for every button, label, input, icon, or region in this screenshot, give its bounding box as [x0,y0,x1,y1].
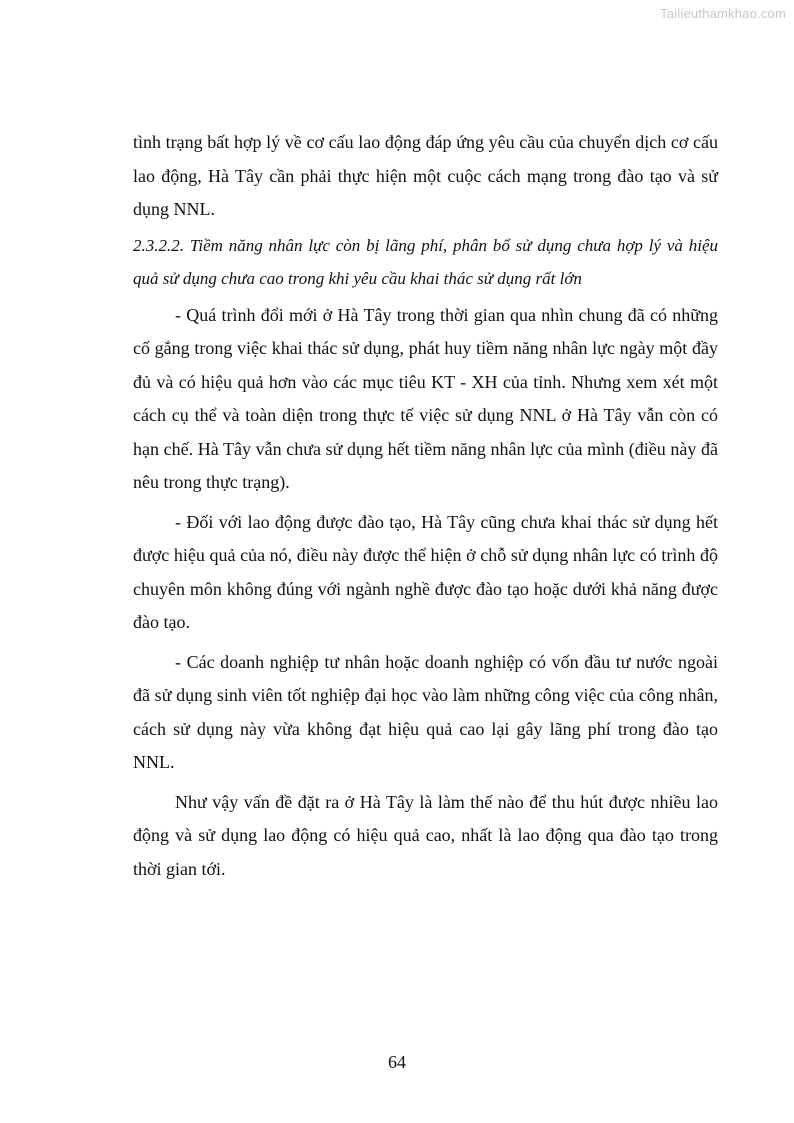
paragraph-4: Như vậy vấn đề đặt ra ở Hà Tây là làm thế nào để thu hút được nhiều lao động và sử dụng lao động có hiệu quả cao, nhất là lao động qua đào tạo trong thời gian tới. [133,791,718,879]
paragraph-2: - Đối với lao động được đào tạo, Hà Tây cũng chưa khai thác sử dụng hết được hiệu quả của nó, điều này được thể hiện ở chỗ sử dụng nhân lực có trình độ chuyên môn không đúng với ngành nghề được đào tạo hoặc dưới khả năng được đào tạo. [133,511,718,632]
section-heading: 2.3.2.2. Tiềm năng nhân lực còn bị lãng phí, phân bổ sử dụng chưa hợp lý và hiệu quả sử dụng chưa cao trong khi yêu cầu khai thác sử dụng rất lớn [133,235,718,288]
document-body [133,126,718,886]
page-number: 64 [388,1052,406,1072]
paragraph-intro: tình trạng bất hợp lý về cơ cấu lao động đáp ứng yêu cầu của chuyển dịch cơ cấu lao động, Hà Tây cần phải thực hiện một cuộc cách mạng trong đào tạo và sử dụng NNL. [133,132,718,219]
paragraph-3: - Các doanh nghiệp tư nhân hoặc doanh nghiệp có vốn đầu tư nước ngoài đã sử dụng sinh viên tốt nghiệp đại học vào làm những công việc của công nhân, cách sử dụng này vừa không đạt hiệu quả cao lại gây lãng phí trong đào tạo NNL. [133,651,718,772]
watermark-text: Tailieuthamkhao.com [660,6,786,21]
paragraph-1: - Quá trình đổi mới ở Hà Tây trong thời gian qua nhìn chung đã có những cố gắng trong việc khai thác sử dụng, phát huy tiềm năng nhân lực ngày một đầy đủ và có hiệu quả hơn vào các mục tiêu KT - XH của tỉnh. Nhưng xem xét một cách cụ thể và toàn diện trong thực tế việc sử dụng NNL ở Hà Tây vẫn còn có hạn chế. Hà Tây vẫn chưa sử dụng hết tiềm năng nhân lực của mình (điều này đã nêu trong thực trạng). [133,304,718,492]
